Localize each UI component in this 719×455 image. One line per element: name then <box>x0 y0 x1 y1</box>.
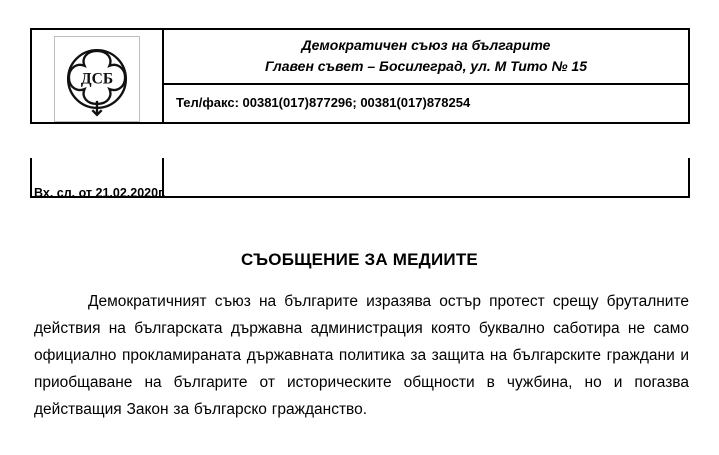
phone-label: Тел/факс: 00381(017)877296; 00381(017)878254 <box>176 95 471 110</box>
organization-name: Демократичен съюз на българите <box>301 36 551 53</box>
letterhead-title-cell <box>164 30 688 85</box>
dsb-clover-logo-icon <box>54 36 140 122</box>
letterhead-right-cells <box>164 30 688 122</box>
document-paragraph: Демократичният съюз на българите изразява остър протест срещу бруталните действия на българската държавна администрация която буквално саботира не само официално прокламираната държавната политика за защита на българските граждани и приобщаване на българите от историческите общности в чужбина, но и погазва действащия Закон за българско гражданство. <box>34 293 689 418</box>
letterhead-bottom-right-cell <box>164 158 688 196</box>
letterhead-logo-cell <box>32 30 164 122</box>
letterhead-table <box>30 28 690 124</box>
incoming-reference: Вх. сл. от 21.02.2020г. <box>34 186 166 200</box>
organization-address: Главен съвет – Босилеград, ул. М Тито № 15 <box>265 57 587 74</box>
letterhead-phone-cell <box>164 85 688 120</box>
page-title: СЪОБЩЕНИЕ ЗА МЕДИИТЕ <box>241 250 478 269</box>
dsb-logo-letters: ДСБ <box>80 70 114 88</box>
